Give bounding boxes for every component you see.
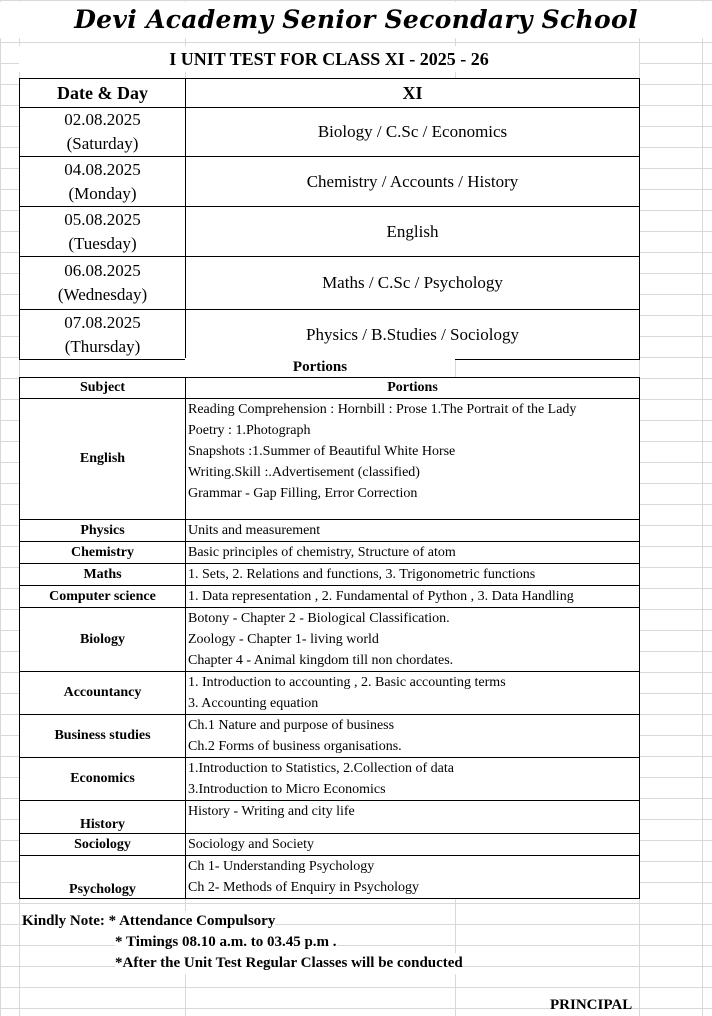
date-day-header: Date & Day (20, 79, 186, 108)
subject-cell: Sociology (20, 834, 186, 856)
portion-cell (186, 715, 640, 758)
portion-line: Ch 2- Methods of Enquiry in Psychology (188, 880, 419, 895)
portion-cell (186, 564, 640, 586)
portion-row-computer-science (20, 586, 640, 608)
portion-row-economics (20, 758, 640, 801)
date: 05.08.2025 (64, 209, 141, 229)
portion-line: 1.Introduction to Statistics, 2.Collection of data (188, 761, 454, 776)
subject-cell: Physics (20, 520, 186, 542)
portion-row-biology (20, 608, 640, 672)
schedule-table (19, 78, 640, 360)
portion-row-psychology (20, 856, 640, 899)
subjects-cell: Physics / B.Studies / Sociology (186, 310, 640, 360)
day: (Wednesday) (57, 285, 148, 304)
test-title: I UNIT TEST FOR CLASS XI - 2025 - 26 (19, 46, 639, 72)
date: 06.08.2025 (64, 261, 141, 280)
portion-cell (186, 834, 640, 856)
portion-line: Zoology - Chapter 1- living world (188, 632, 379, 647)
portions-header-row (20, 378, 640, 399)
date-cell (20, 108, 186, 157)
portion-line: 3. Accounting equation (188, 696, 319, 711)
portion-row-maths (20, 564, 640, 586)
principal-signature: PRINCIPAL (550, 995, 632, 1016)
day: (Tuesday) (68, 233, 137, 253)
portion-line: Ch 1- Understanding Psychology (188, 859, 375, 874)
date-cell (20, 207, 186, 257)
portion-cell (186, 399, 640, 520)
portions-title: Portions (185, 358, 455, 377)
day: (Thursday) (64, 336, 141, 356)
subject-cell: Business studies (20, 715, 186, 758)
note-regular-classes: *After the Unit Test Regular Classes will be conducted (115, 953, 463, 974)
note-attendance: Kindly Note: * Attendance Compulsory (22, 911, 275, 932)
subjects-cell: Biology / C.Sc / Economics (186, 108, 640, 157)
portion-row-physics (20, 520, 640, 542)
schedule-row (20, 108, 640, 157)
schedule-row (20, 310, 640, 360)
date: 07.08.2025 (64, 312, 141, 332)
date-cell (20, 257, 186, 310)
portion-line: Writing.Skill :.Advertisement (classified) (188, 465, 420, 480)
portion-row-history (20, 801, 640, 834)
subject-header: Subject (20, 378, 186, 399)
subject-cell: Computer science (20, 586, 186, 608)
portion-line: Poetry : 1.Photograph (188, 423, 311, 438)
portion-line: History - Writing and city life (188, 804, 355, 819)
portion-row-chemistry (20, 542, 640, 564)
portion-cell (186, 520, 640, 542)
grid-line (702, 0, 703, 1016)
schedule-header-row (20, 79, 640, 108)
portion-line: Units and measurement (188, 523, 321, 538)
date: 02.08.2025 (64, 110, 141, 129)
portion-line: 1. Introduction to accounting , 2. Basic accounting terms (188, 675, 506, 690)
subject-cell: English (20, 399, 186, 520)
portion-row-english (20, 399, 640, 520)
subject-cell: Maths (20, 564, 186, 586)
date-cell (20, 310, 186, 360)
schedule-row (20, 257, 640, 310)
portions-header: Portions (186, 378, 640, 399)
subject-cell: Accountancy (20, 672, 186, 715)
subject-cell: Chemistry (20, 542, 186, 564)
portion-cell (186, 608, 640, 672)
subject-cell: Economics (20, 758, 186, 801)
portion-line: Botony - Chapter 2 - Biological Classification. (188, 611, 450, 626)
portion-line: Basic principles of chemistry, Structure of atom (188, 545, 456, 560)
portion-row-sociology (20, 834, 640, 856)
portion-line: Ch.2 Forms of business organisations. (188, 739, 402, 754)
portion-line: Snapshots :1.Summer of Beautiful White Horse (188, 444, 456, 459)
portion-line: Reading Comprehension : Hornbill : Prose 1.The Portrait of the Lady (188, 402, 577, 417)
note-timings: * Timings 08.10 a.m. to 03.45 p.m . (115, 932, 337, 953)
portion-line: 1. Sets, 2. Relations and functions, 3. Trigonometric functions (188, 567, 536, 582)
portion-cell (186, 672, 640, 715)
date-cell (20, 157, 186, 207)
date: 04.08.2025 (64, 159, 141, 179)
portion-line: 1. Data representation , 2. Fundamental of Python , 3. Data Handling (188, 589, 574, 604)
subjects-cell: Chemistry / Accounts / History (186, 157, 640, 207)
portion-cell (186, 856, 640, 899)
school-name: Devi Academy Senior Secondary School (0, 2, 712, 38)
class-header: XI (186, 79, 640, 108)
subject-cell: Biology (20, 608, 186, 672)
portion-line: Ch.1 Nature and purpose of business (188, 718, 395, 733)
schedule-row (20, 157, 640, 207)
portion-row-accountancy (20, 672, 640, 715)
day: (Monday) (68, 183, 137, 203)
subject-cell: History (20, 801, 186, 834)
portions-table (19, 377, 640, 899)
subject-cell: Psychology (20, 856, 186, 899)
portion-line: Grammar - Gap Filling, Error Correction (188, 486, 418, 501)
portion-cell (186, 758, 640, 801)
portion-cell (186, 586, 640, 608)
schedule-row (20, 207, 640, 257)
portion-cell (186, 801, 640, 834)
portion-line: 3.Introduction to Micro Economics (188, 782, 386, 797)
subjects-cell: English (186, 207, 640, 257)
portion-row-business-studies (20, 715, 640, 758)
subjects-cell: Maths / C.Sc / Psychology (186, 257, 640, 310)
portion-line: Sociology and Society (188, 837, 314, 852)
portion-line: Chapter 4 - Animal kingdom till non chordates. (188, 653, 454, 668)
portion-cell (186, 542, 640, 564)
day: (Saturday) (66, 134, 139, 153)
